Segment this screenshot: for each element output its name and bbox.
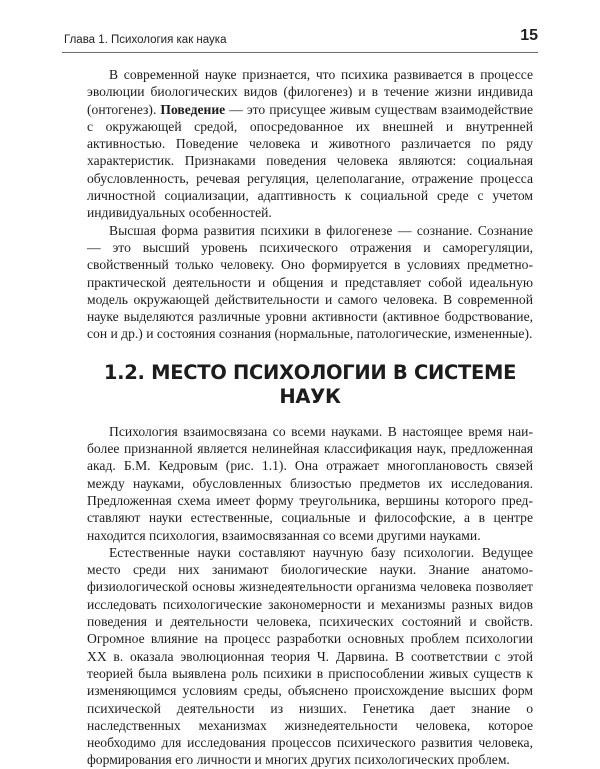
paragraph-text: В современной науке признается, что психика развивается в процессе эволюции биологических видов (филогенез) и в течение жизни индивида (онтогенез).	[87, 67, 533, 117]
page-number: 15	[520, 27, 538, 44]
paragraph-classification: Психология взаимосвязана со всеми науками. В настоящее время наиболее признанной является нелинейная классификация наук, предложенная акад. Б.М. Кедровым (рис. 1.1). Она отражает многоплановость связей между науками, обусловленных близостью предметов их исследования. Предложенная схема имеет форму треугольника, вершины которого представляют науки естественные, социальные и философские, а в центре находится психология, взаимосвязанная со всеми другими науками.	[87, 423, 533, 543]
running-head: Глава 1. Психология как наука	[64, 34, 227, 46]
paragraph-text: — это присущее живым существам взаимодействие с окружающей средой, опосредованное их внешней и внутренней активностью. Поведение человека и животного различается по ряду характеристик. Признаками поведения человека являются: социальная обусловленность, речевая регуляция, целеполагание, отражение процесса личностной социализации, адаптивность к социальной среде с учетом индивидуальных особенностей.	[87, 101, 533, 221]
page-body	[87, 66, 533, 769]
paragraph-consciousness: Высшая форма развития психики в филогенезе — сознание. Сознание — это высший уровень психического отражения и саморегуляции, свойственный только человеку. Оно формируется в условиях предметно-практической деятельности и общения и представляет собой идеальную модель окружающей действительности и самого человека. В современной науке выделяются различные уровни активности (активное бодрствование, сон и др.) и состояния сознания (нормальные, патологические, измененные).	[87, 222, 533, 342]
paragraph-natural-sciences: Естественные науки составляют научную базу психологии. Ведущее место среди них занимают биологические науки. Знание анатомофизиологической основы жизнедеятельности организма человека позволяет исследовать психологические закономерности и механизмы разных видов поведения и деятельности человека, психических состояний и свойств. Огромное влияние на процесс разработки основных проблем психологии XX в. оказала эволюционная теория Ч. Дарвина. В соответствии с этой теорией была выявлена роль психики в приспособлении живых существ к изменяющимся условиям среды, объяснено происхождение высших форм психической деятельности из низших. Генетика дает знание о наследственных механизмах жизнедеятельности человека, которое необходимо для исследования процессов психического развития человека, формирования его личности и многих других психологических проблем.	[87, 544, 533, 768]
paragraph-psyche-development	[87, 66, 533, 222]
page-header	[62, 22, 538, 53]
term-behavior: Поведение	[160, 101, 226, 117]
section-title: 1.2. МЕСТО ПСИХОЛОГИИ В СИСТЕМЕ НАУК	[103, 360, 517, 408]
